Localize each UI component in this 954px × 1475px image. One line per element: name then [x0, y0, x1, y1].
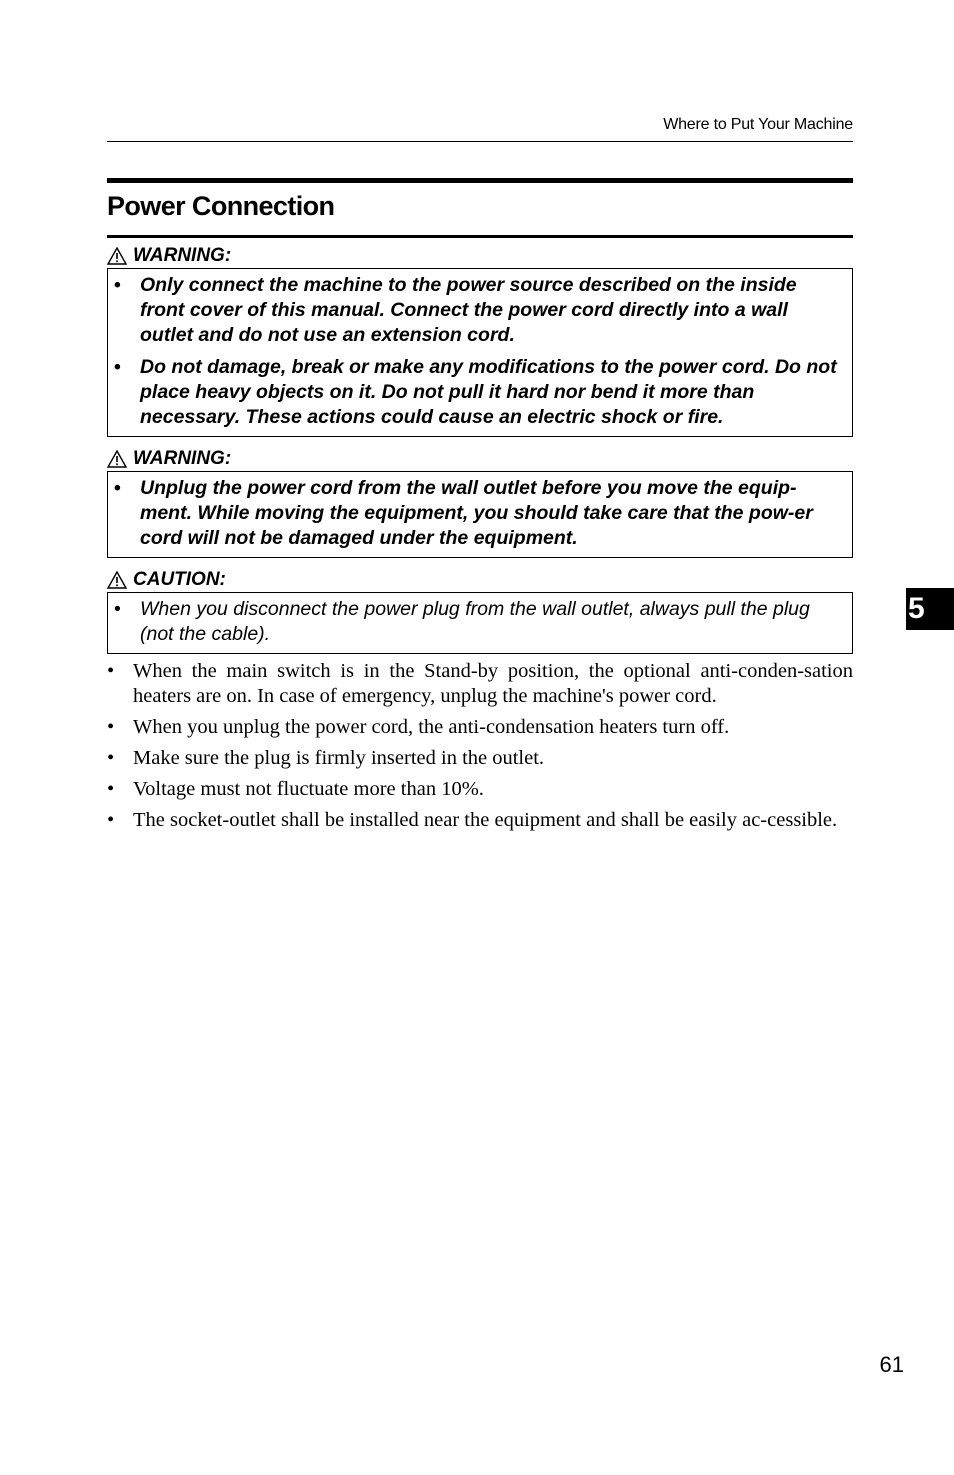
warning-notice-2 — [107, 448, 853, 558]
notice-item-text: When you disconnect the power plug from the wall outlet, always pull the plug (not the cable). — [140, 598, 810, 645]
notice-item-text: Do not damage, break or make any modifications to the power cord. Do not place heavy objects on it. Do not pull it hard nor bend it more than necessary. These actions could cause an electric shock or fire. — [140, 356, 837, 428]
section-title: Power Connection — [107, 191, 335, 221]
list-item — [107, 746, 853, 771]
notice-box — [107, 592, 853, 654]
list-item — [107, 777, 853, 802]
notice-label-text: WARNING: — [133, 245, 232, 266]
bullet: • — [107, 660, 115, 682]
caution-triangle-icon — [107, 571, 127, 589]
warning-triangle-icon — [107, 247, 127, 265]
bullet: • — [107, 747, 115, 769]
bullet: • — [107, 716, 115, 738]
notice-item-text: Unplug the power cord from the wall outlet before you move the equip-ment. While moving the equipment, you should take care that the pow-er cord will not be damaged under the equipment. — [140, 477, 813, 549]
bullet: • — [114, 598, 121, 620]
list-item-text: When you unplug the power cord, the anti-condensation heaters turn off. — [133, 716, 730, 738]
notice-box — [107, 471, 853, 558]
warning-triangle-icon — [107, 450, 127, 468]
list-item-text: When the main switch is in the Stand-by position, the optional anti-conden-sation heaters are on. In case of emergency, unplug the machine's power cord. — [133, 660, 853, 707]
list-item-text: Make sure the plug is firmly inserted in the outlet. — [133, 747, 545, 769]
bullet: • — [114, 356, 121, 378]
notice-item — [114, 355, 838, 430]
list-item-text: The socket-outlet shall be installed near the equipment and shall be easily ac-cessible. — [133, 809, 838, 831]
list-item-text: Voltage must not fluctuate more than 10%. — [133, 778, 484, 800]
notice-item — [114, 597, 838, 647]
bullet: • — [114, 477, 121, 499]
notice-item — [114, 273, 838, 348]
notice-label — [107, 245, 853, 267]
notice-label-text: CAUTION: — [133, 569, 226, 590]
bullet: • — [114, 274, 121, 296]
warning-notice-1 — [107, 245, 853, 437]
bullet: • — [107, 809, 115, 831]
notice-label-text: WARNING: — [133, 448, 232, 469]
notice-item-text: Only connect the machine to the power source described on the inside front cover of this manual. Connect the power cord directly into a wall outlet and do not use an extension cord. — [140, 274, 797, 346]
page-number: 61 — [879, 1352, 904, 1377]
notice-label — [107, 448, 853, 470]
chapter-tab: 5 — [906, 588, 954, 630]
notice-item — [114, 476, 838, 551]
notice-box — [107, 268, 853, 437]
list-item — [107, 659, 853, 709]
body-bullet-list — [107, 659, 853, 839]
caution-notice — [107, 569, 853, 654]
list-item — [107, 808, 853, 833]
running-header-title: Where to Put Your Machine — [663, 116, 853, 133]
section-title-bar — [107, 178, 853, 238]
list-item — [107, 715, 853, 740]
bullet: • — [107, 778, 115, 800]
running-header — [107, 116, 853, 142]
notice-label — [107, 569, 853, 591]
